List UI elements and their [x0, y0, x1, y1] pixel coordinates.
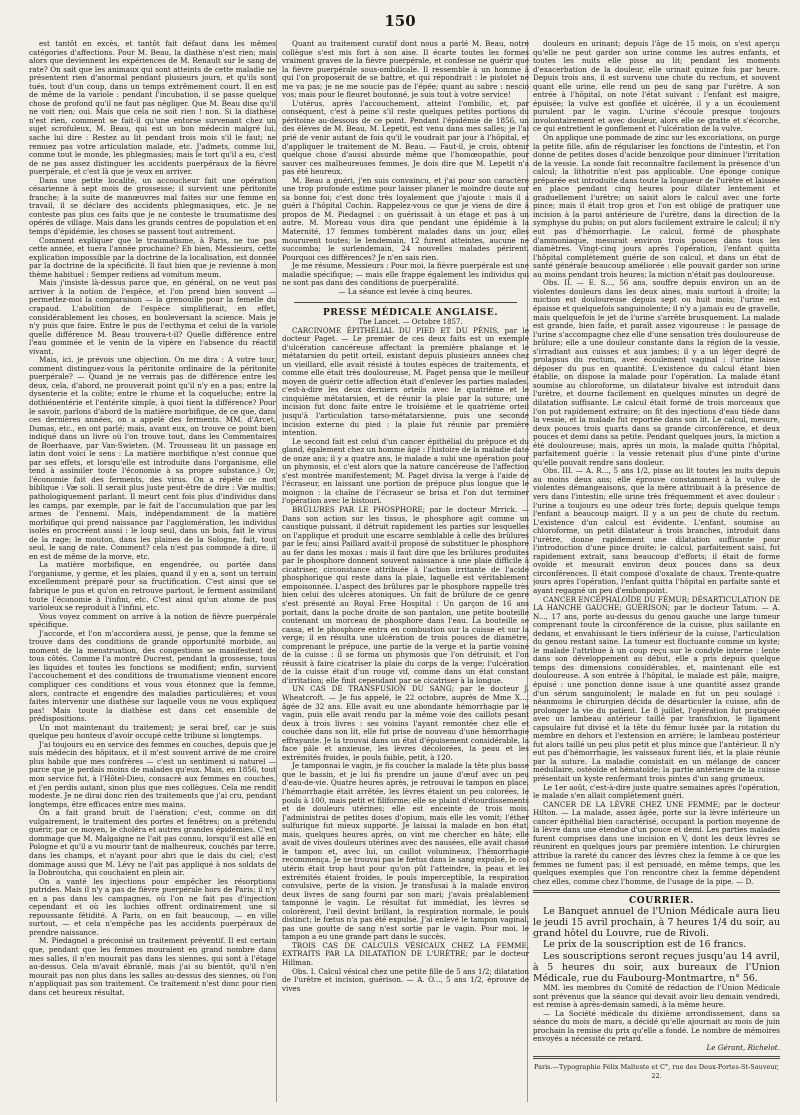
column-divider — [276, 40, 277, 1102]
divider — [294, 302, 517, 303]
divider — [533, 1056, 780, 1059]
paragraph: M. Piedagnel a préconisé un traitement préventif. Il est certain que, pendant que les femmes mouraient en grand nombre dans mes salles, il n'en mourait pas dans les siennes, qui sont à l'étage au-dessus. Cela m'avait ébranlé, mais j'ai su bientôt, qu'il n'en mourait pas non plus dans les salles au-dessus des siennes, où l'on n'appliquait pas son traitement. Ce traitement n'est donc pour rien dans cet heureux résultat. — [29, 936, 276, 997]
section-subtitle: The Lancet. — Octobre 1857. — [358, 317, 463, 326]
paragraph: Dans une petite localité, un accoucheur fait une opération césarienne à sept mois de grossesse; il survient une péritonite franche; à la suite de manœuvres mal faites sur une femme en travail, il se déclare des accidents phlegmasiques, etc. Je ne conteste pas plus ces faits que je ne conteste le traumatisme des opérés de village. Mais dans les grands centres de population et en temps d'épidémie, les choses se passent tout autrement. — [29, 175, 276, 237]
paragraph: Obs. I. Calcul vésical chez une petite fille de 5 ans 1/2; dilatation de l'urètre et incision, guérison. — A. O..., 5 ans 1/2, éprouve de vives — [282, 966, 529, 993]
paragraph: On a vanté les injections pour empêcher les résorptions putrides. Mais il n'y a pas de fièvre puerpérale hors de Paris; il n'y en a pas dans les campagnes, où l'on ne fait pas d'injection cependant et où les lochies offrent ordinairement une si repoussante fétidité. A Paris, on en fait beaucoup, — en ville surtout, — et cela n'empêche pas les accidents puerpéraux de prendre naissance. — [29, 876, 276, 937]
session-closing: — La séance est levée à cinq heures. — [338, 286, 473, 296]
paragraph: Vous voyez comment on arrive à la notion de fièvre puerpérale spécifique. — [29, 611, 276, 630]
paragraph: UN CAS DE TRANSFUSION DU SANG; par le docteur J. Wheatcroft. — Je fus appelé, le 22 octobre, auprès de Mme X..., âgée de 32 ans. Elle avait eu une abondante hémorrhagie par le vagin, puis elle avait rendu par la même voie des caillots pesant deux à trois livres : ses voisins l'ayant remontée chez elle et couchée dans son lit, elle fut prise de nouveau d'une hémorrhagie effrayante. Je la trouvai dans un état d'épuisement considérable, la face pâle et anxieuse, les lèvres décolorées, la peau et les extrémités froides, le pouls faible, petit, à 120. — [282, 684, 529, 762]
section-title: PRESSE MÉDICALE ANGLAISE. — [322, 308, 499, 319]
printer-imprint: Paris.—Typographie Félix Malteste et C°, rue des Deux-Portes-St-Sauveur, 22. — [534, 1063, 779, 1081]
paragraph: douleurs en urinant; depuis l'âge de 15 mois, on s'est aperçu qu'elle ne peut garder son urine comme les autres enfants, et toutes les nuits elle pisse au lit; pendant les moments d'exacerbation de la douleur, elle urinait quinze fois par heure. Depuis trois ans, il est survenu une chute du rectum, et souvent quant elle urine, elle rend un peu de sang par l'urètre. A son entrée à l'hôpital, on note l'état suivant : l'enfant est maigre, épuisée; la vulve est gonflée et ulcérée, il y a un écoulement purulent par le vagin. L'urine s'écoule presque toujours involontairement et avec douleur, alors elle se gratte et s'écorche, ce qui entretient le gonflement et l'ulcération de la vulve. — [533, 40, 780, 134]
signature: Le Gérant, Richelot. — [706, 1042, 780, 1052]
paragraph: CANCER DE LA LÈVRE CHEZ UNE FEMME; par le docteur Hilton. — La malade, assez âgée, porte sur la lèvre inférieure un cancer épithélial bien caractérisé, occupant la portion moyenne de la lèvre dans une étendue d'un pouce et demi. Les parties malades furent comprises dans une incision en V, dont les deux lèvres se réunirent en quelques jours par première intention. Le chirurgien attribue la rareté du cancer des lèvres chez la femme à ce que les femmes ne fument pas; il est persuadé, en même temps, que les quelques exemples que l'on rencontre chez la femme dépendent chez elles, comme chez l'homme, de l'usage de la pipe. — D. — [533, 799, 780, 886]
paragraph: Je me résume, Messieurs : Pour moi, la fièvre puerpérale est une maladie spécifique; — mais elle frappe également les individus qui ne sont pas dans des conditions de puerpéralité. — [282, 261, 529, 288]
paragraph: Comment expliquer que le traumatisme, à Paris, ne tue pas cette année, et tuera l'année prochaine? Eh bien, Messieurs, cette explication impossible par la doctrine de la localisation, est donnée par la doctrine de la spécificité. Il faut bien que je revienne à mon thème habituel : Semper rediens ad vomitum meum. — [29, 235, 276, 279]
section-title: COURRIER. — [629, 896, 694, 907]
paragraph: est tantôt en excès, et tantôt fait défaut dans les mêmes catégories d'affections. Pour M. Beau, la diathèse n'est rien; mais alors que deviennent les expériences de M. Renault sur le sang de rate? On sait que les animaux qui sont atteints de cette maladie ne présentent rien d'anormal pendant plusieurs jours, et qu'ils sont tués, tout d'un coup, dans un temps extrêmement court. Il en est de même de la variole : pendant l'incubation, il se passe quelque chose de profond qu'il ne faut pas négliger. Que M. Beau dise qu'il ne voit rien; oui. Mais que cela ne soit rien ! non. Si la diathèse n'est rien, comment se fait-il qu'une entorse survenant chez un sujet scrofuleux, M. Beau, qui est un bon médecin malgré lui, sache lui dire : Restez au lit pendant trois mois s'il le faut; ne remuez pas votre articulation malade, etc. J'admets, comme lui, comme tout le monde, les phlegmasies; mais le tort qu'il a eu, c'est de ne pas assez distinguer les accidents puerpéraux de la fièvre puerpérale, et c'est là que je veux en arriver. — [29, 40, 276, 177]
column-3 — [533, 40, 780, 1102]
paragraph: Je tamponnai le vagin, je fis coucher la malade la tête plus basse que le bassin, et je lui fis prendre un jaune d'œuf avec un peu d'eau-de-vie. Quatre heures après, je retrouvai le tampon en place, l'hémorrhagie était arrêtée, les lèvres étaient un peu colorées, le pouls à 100, mais petit et filiforme; elle se plaint d'étourdissements et de douleurs utérines; elle est enceinte de trois mois. J'administrai de petites doses d'opium, mais elle les vomit; l'éther sulfurique fut mieux supporté. Je laissai la malade en bon état, mais, quelques heures après, on vint me chercher en hâte; elle avait de vives douleurs utérines avec des nausées, elle avait chassé le tampon et, avec lui, un caillot volumineux, l'hémorrhagie recommença. Je ne trouvai pas le fœtus dans le sang expulsé, le col utérin était trop haut pour qu'on pût l'atteindre, la peau et les extrémités étaient froides, le pouls imperceptible, la respiration convulsive, perte de la vision. Je transfusai à la malade environ deux livres de sang fourni par son mari; j'avais préalablement tamponné le vagin. Le résultat fut immédiat, les lèvres se colorèrent, l'œil devint brillant, la respiration normale, le pouls distinct; le fœtus n'a pas été expulsé. J'ai enlevé le tampon vaginal, pas une goutte de sang n'est sortie par le vagin. Pour moi, le tampon a eu une grande part dans le succès. — [282, 761, 529, 942]
paragraph: La matière morbifique, en engendrée, ou portée dans l'organisme, y germe, et les plaies, quand il y en a, sont un terrain excellemment préparé pour sa fructification. C'est ainsi que se fabrique le pus et qu'on en retrouve partout, le ferment assimilant toute l'économie à l'infini, etc. C'est ainsi qu'un atome de pus varioleux se reproduit à l'infini, etc. — [29, 560, 276, 613]
paragraph: TROIS CAS DE CALCULS VÉSICAUX CHEZ LA FEMME, EXTRAITS PAR LA DILATATION DE L'URÈTRE; par le docteur Hillman. — [282, 940, 529, 967]
paragraph: MM. les membres du Comité de rédaction de l'Union Médicale sont prévenus que la séance qui devait avoir lieu demain vendredi, est remise à après-demain samedi, à la même heure. — [533, 983, 780, 1010]
divider — [533, 890, 780, 893]
paragraph: Quant au traitement curatif dont nous a parlé M. Beau, notre collègue s'est mis fort à son aise. Il écarte toutes les formes vraiment graves de la fièvre puerpérale, et confesse ne guérir que la fièvre puerpérale sous-ombilicale. Il ressemble à un homme à qui l'on proposerait de se battre, et qui répondrait : le pistolet ne me va pas; je ne me soucie pas de l'épée; quant au sabre : nescio vos; mais pour le fleuret boutonné, je suis tout à votre service! — [282, 40, 529, 100]
paragraph: Obs. II. — E. S..., 56 ans, souffre depuis environ un an de violentes douleurs dans les deux aines, mais surtout à droite; la miction est douloureuse depuis sept ou huit mois; l'urine est épaisse et quelquefois sanguinolente; il n'y a jamais eu de gravelle, mais quelquefois le jet de l'urine s'arrête brusquement. La malade est grande, bien faite, et paraît assez vigoureuse : le passage de l'urine s'accompagne chez elle d'une sensation très douloureuse de brûlure; elle a une douleur constante dans la région de la vessie, s'irradiant aux cuisses et aux jambes; il y a un léger degré de prolapsus du rectum, avec écoulement vaginal : l'urine laisse déposer du pus en quantité. L'existence du calcul étant bien établie, on dispose la malade pour l'opération. La malade étant soumise au chloroforme, un dilatateur bivalve est introduit dans l'urètre, et dourne facilement en quelques minutes un degré de dilatation suffisante. Le calcul était formé de trois morceaux que l'on put rapidement extraire; on fit des injections d'eau tiède dans la vessie, et la malade fut reportée dans son lit. Le calcul, mesure, deux pouces trois quarts dans sa grande circonférence, et deux pouces et demi dans sa petite. Pendant quelques jours, la miction a été douloureuse; mais, après un mois, la malade quitta l'hôpital, parfaitement guérie : la vessie retenait plus d'une pinte d'urine qu'elle pouvait rendre sans douleur. — [533, 278, 780, 467]
paragraph: L'utérus, après l'accouchement, atteint l'ombilic, et, par conséquent, c'est à peine s'il reste quelques petites portions du péritoine au-dessous de ce point. Pendant l'épidémie de 1856, un des élèves de M. Beau, M. Lepetit, est venu dans mes salles; je l'ai prié de venir autant de fois qu'il le voudrait par jour à l'hôpital, et d'appliquer le traitement de M. Beau. — Faut-il, je crois, obtenir quelque chose d'aussi absurde même que l'homœopathie, pour sauver ces malheureuses femmes. Je dois dire que M. Lepetit n'a pas été heureux. — [282, 98, 529, 177]
column-1 — [29, 40, 276, 1102]
paragraph: Le Banquet annuel de l'Union Médicale aura lieu le jeudi 15 avril prochain, à 7 heures 1/4 du soir, au grand hôtel du Louvre, rue de Rivoli. — [533, 905, 780, 940]
paragraph: Le second fait est celui d'un cancer épithélial du prépuce et du gland, également chez un homme âgé : l'histoire de la maladie date de onze ans; il y a quatre ans, le malade a subi une opération pour un phymosis, et c'est alors que la nature cancéreuse de l'affection s'est montrée manifestement; M. Paget divisa la verge à l'aide de l'écraseur, en laissant une portion de prépuce plus longue que le moignon : la chaîne de l'écraseur se brisa et l'on dut terminer l'opération avec le bistouri. — [282, 436, 529, 506]
paragraph: — La Société médicale du dixième arrondissement, dans sa séance du mois de mars, a décidé qu'elle ajournait au mois de juin prochain la remise du prix qu'elle a fondé. Le nombre de mémoires envoyés a nécessité ce retard. — [533, 1008, 780, 1044]
paragraph: M. Beau a guéri, j'en suis convaincu, et j'ai pour son caractère une trop profonde estime pour laisser planer le moindre doute sur sa bonne foi; c'est donc très loyalement que j'ajoute : mais il a guéri à l'hôpital Cochin. Rappelez-vous ce que je viens de dire à propos de M. Piedagnel : on guérissait à un étage et pas à un autre. M. Moreau vous dira que pendant une épidémie à la Maternité, 17 femmes tombèrent malades dans un jour, elles moururent toutes; le lendemain, 12 furent atteintes, aucune ne succomba; le surlendemain, 24 nouvelles malades périrent. Pourquoi ces différences? Je n'en sais rien. — [282, 175, 529, 262]
paragraph: Obs. III. — A. R..., 5 ans 1/2, pisse au lit toutes les nuits depuis au moins deux ans; elle éprouve constamment à la vulve de violentes démangeaisons, que la mère attribuait à la présence de vers dans l'intestin; elle urine très fréquemment et avec douleur : l'urine a toujours eu une odeur très forte; depuis quelque temps l'enfant a beaucoup maigri. Il y a un peu de chute du rectum. L'existence d'un calcul est évidente. L'enfant, soumise au chloroforme, un petit dilatateur à trois branches, introduit dans l'urètre, donne rapidement une dilatation suffisante pour l'introduction d'une pince droite; le calcul, parfaitement saisi, fut rapidement extrait, sans beaucoup d'efforts; il était de forme ovoïde et mesurait environ deux pouces dans sa deux circonférences. Il était composé d'oxalate de chaux. Trente-quatre jours après l'opération, l'enfant quitta l'hôpital en parfaite santé et ayant regagné un peu d'embonpoint. — [533, 466, 780, 595]
paragraph: BRÛLURES PAR LE PHOSPHORE; par le docteur Mrrick. — Dans son action sur les tissus, le phosphore agit comme un caustique puissant, il détruit rapidement les parties sur lesquelles on l'applique et produit une escarre semblable à celle des brûlures par le feu; ainsi Paillard avait-il proposé de substituer le phosphore au fer dans les moxas : mais il faut dire que les brûlures produites par le phosphore donnent souvent naissance à une plaie difficile à cicatriser, circonstance attribuée à l'action irritante de l'acide phosphorique qui reste dans la plaie, laquelle est véritablement empoisonnée. L'aspect des brûlures par le phosphore rappelle très bien celui des ulcères atoniques. Un fait de brûlure de ce genre s'est présenté au Royal Free Hospital : Un garçon de 16 ans portait, dans la poche droite de son pantalon, une petite bouteille contenant un morceau de phosphore dans l'eau. La bouteille se cassa, et le phosphore entra en combustion sur la cuisse et sur la verge; il en résulta une ulcération de trois pouces de diamètre, comprenant le prépuce, une partie de la verge et la partie voisine de la cuisse : il se forma un phymosis que l'on détruisit, et l'on réussit à faire cicatriser la plaie du corps de la verge; l'ulcération de la cuisse était d'un rouge vif, comme dans un état constant d'irritation; elle finit cependant par se cicatriser à la longue. — [282, 504, 529, 685]
paragraph: Les souscriptions seront reçues jusqu'au 14 avril, à 5 heures du soir, aux bureaux de l'Union Médicale, rue du Faubourg-Montmartre, n° 56. — [533, 950, 780, 984]
page-number: 150 — [384, 12, 416, 30]
paragraph: Le 1er août, c'est-à-dire juste quatre semaines après l'opération, le malade s'en allait complètement guéri. — [533, 782, 780, 801]
paragraph: Le prix de la souscription est de 16 francs. — [543, 939, 747, 951]
paragraph: J'ai toujours eu en service des femmes en couches, depuis que je suis médecin des hôpitaux, et il m'est souvent arrivé de me croire plus habile que mes confrères — c'est un sentiment si naturel — parce que je perdais moins de malades qu'eux. Mais, en 1856, tout mon service fut, à l'Hôtel-Dieu, consacré aux femmes en couches, et j'en perdis autant, sinon plus que mes collègues. Cela me rendit modeste. Je ne dirai donc rien des traitements que j'ai cru, pendant longtemps, être efficaces entre mes mains. — [29, 739, 276, 809]
paragraph: Mais, ici, je prévois une objection. On me dira : A votre tour, comment distinguez-vous la péritonite ordinaire de la péritonite puerpérale? — Quand je ne verrais pas de différence entre les deux, cela, d'abord, ne prouverait point qu'il n'y en a pas; entre la dysenterie et la colite; entre le rhume et la coqueluche; entre la dothiénentérie et l'entérite simple, à quoi tient la différence? Pour le savoir, parlons d'abord de la matière morbifique, de ce que, dans ces dernières années, on a appelé des ferments. MM. d'Arcet, Dumas, etc., en ont parlé; mais, avant eux, on trouve ce point bien indiqué dans un livre où l'on trouve tout, dans les Commentaires de Boerhaave, par Van-Swieten. (M. Trousseau lit un passage en latin dont voici le sens : La matière morbifique n'est connue que par ses effets, et lorsqu'elle est introduite dans l'organisme, elle tend à assimiler toute l'économie à sa propre substance.) Or, l'économie fait des ferments, des virus. On a répété ce mot biblique : Væ soli. Il serait plus juste peut-être de dire : Væ multis; pathologiquement parlant. Il meurt cent fois plus d'individus dans les camps, par exemple, par le fait de l'accumulation que par les armes de l'ennemi. Mais, indépendamment de la matière morbifique qui prend naissance par l'agglomération, les individus isolés en procréent aussi : le loup seul, dans un bois, fait le virus de la rage; le mouton, dans les plaines de la Sologne, fait, tout seul, le sang de rate. Comment? cela n'est pas commode à dire, il en est de même de la morve, etc. — [29, 355, 276, 561]
paragraph: Un mot maintenant du traitement; je serai bref, car je suis quelque peu honteux d'avoir occupé cette tribune si longtemps. — [29, 722, 276, 741]
paragraph: Mais j'insiste là-dessus parce que, en général, on ne veut pas arriver à la notion de l'espèce, et l'on prend bien souvent — permettez-moi la comparaison — la grenouille pour la femelle du crapaud. L'abolition de l'espèce simplifierait, en effet, considérablement les choses, en bouleversant la science. Mais je n'y puis que faire. Entre le pus de l'ecthyma et celui de la variole quelle différence M. Beau trouvera-t-il? Quelle différence entre l'eau gommée et le venin de la vipère en l'absence du réactif vivant. — [29, 278, 276, 356]
paragraph: J'accorde, et l'on m'accordera aussi, je pense, que la femme se trouve dans des conditions de grande opportunité morbide, au moment de la menstruation, des congestions se manifestent de tous côtés. Comme l'a montré Ducrest, pendant la grossesse, tous les liquides et toutes les fonctions se modifient; enfin, survient l'accouchement et des conditions de traumatisme viennent encore compliquer ces conditions et vous vous étonnez que la femme, alors, contracte et engendre des maladies particulières; et vous faites intervenir une diathèse sur laquelle vous ne vous expliquez pas! Mais toute la diathèse est dans cet ensemble de prédispositions. — [29, 628, 276, 724]
paragraph: CARCINOME ÉPITHÉLIAL DU PIED ET DU PÉNIS, par le docteur Paget. — Le premier de ces deux faits est un exemple d'ulcération cancéreuse affectant la première phalange et le métatarsien du petit orteil, existant depuis plusieurs années chez un vieillard, elle avait résisté à toutes espèces de traitements, et comme elle était très douloureuse, M. Paget pensa que le meilleur moyen de guérir cette affection était d'enlever les parties malades, c'est-à-dire les deux derniers orteils avec le quatrième et le cinquième métatarsien, et de réunir la plaie par la suture; une incision fut donc faite entre le troisième et le quatrième orteil jusqu'à l'articulation tarso-métatarsienne, puis une seconde incision externe du pied : la plaie fut réunie par première intention. — [282, 325, 529, 438]
column-2 — [282, 40, 529, 1102]
paragraph: On applique une pommade de zinc sur les excoriations, on purge la petite fille, afin de régulariser les fonctions de l'intestin, et l'on donne de petites doses d'acide benzoïque pour diminuer l'irritation de la vessie. La sonde fait reconnaître facilement la présence d'un calcul; la lithotritie n'est pas applicable. Une éponge conique préparée est introduite dans toute la longueur de l'urètre et laissée en place pendant cinq heures pour dilater lentement et graduellement l'urètre; on saisit alors le calcul avec une forte pince; mais il était trop gros et l'on est obligé de pratiquer une incision à la paroi antérieure de l'urètre, dans la direction de la symphyse du pubis; on put alors facilement extraire le calcul; il n'y eut pas d'hémorrhagie. Le calcul, formé de phosphate d'ammoniaque, mesurait environ trois pouces dans tous les diamètres. Vingt-cinq jours après l'opération, l'enfant quitta l'hôpital complètement guérie de son calcul, et dans un état de santé générale beaucoup améliorée : elle pouvait garder son urine au moins pendant trois heures; la miction n'était pas douloureuse. — [533, 133, 780, 279]
paragraph: CANCER ENCÉPHALOÏDE DU FÉMUR; DÉSARTICULATION DE LA HANCHE GAUCHE; GUÉRISON; par le docteur Tatum. — A. N..., 17 ans, porte au-dessus du genou gauche une large tumeur comprenant toute la circonférence de la cuisse, plus saillante en dedans, et envahissant le tiers inférieur de la cuisse, l'articulation du genou restant saine. La tumeur est fluctuante comme un kyste; le malade l'attribue à un coup reçu sur le condyle interne : lente dans son développement au début, elle a pris depuis quelque temps des dimensions considérables, et, maintenant elle est douloureuse. A son entrée à l'hôpital, le malade est pâle, maigre, épuisé : une ponction donne issue à une quantité assez grande d'un sérum sanguinolent; le malade en fut un peu soulagé : néanmoins le chirurgien décida de désarticuler la cuisse, afin de prolonger la vie du patient. Le 8 juillet, l'opération fut pratiquée avec un lambeau antérieur taillé par transfixion, le ligament capsulaire fut divisé et la tête du fémur luxée par la rotation du membre en dehors et l'extension en arrière; le lambeau postérieur fut alors taillé un peu plus petit et plus mince que l'antérieur. Il n'y eut pas d'hémorrhagie, les vaisseaux furent liés, et la plaie réunie par la suture. La maladie consistait en un mélange de cancer médullaire, ostéoïde et hématoïde; la partie antérieure de la cuisse présentait un kyste renfermant trois pintes d'un sang grumeux. — [533, 594, 780, 784]
paragraph: On a fait grand bruit de l'aération; c'est, comme on dit vulgairement, le traitement des portes et fenêtres; on a prétendu guérir, par ce moyen, le choléra et autres grandes épidémies. C'est dommage que M. Malgaigne ne l'ait pas connu, lorsqu'il est allé en Pologne et qu'il a vu mourir tant de malheureux, couchés par terre, dans les champs, et n'ayant pour abri que le dais du ciel; c'est dommage aussi que M. Lévy ne l'ait pas appliqué à nos soldats de la Dobroutcha, qui couchaient en plein air. — [29, 808, 276, 878]
